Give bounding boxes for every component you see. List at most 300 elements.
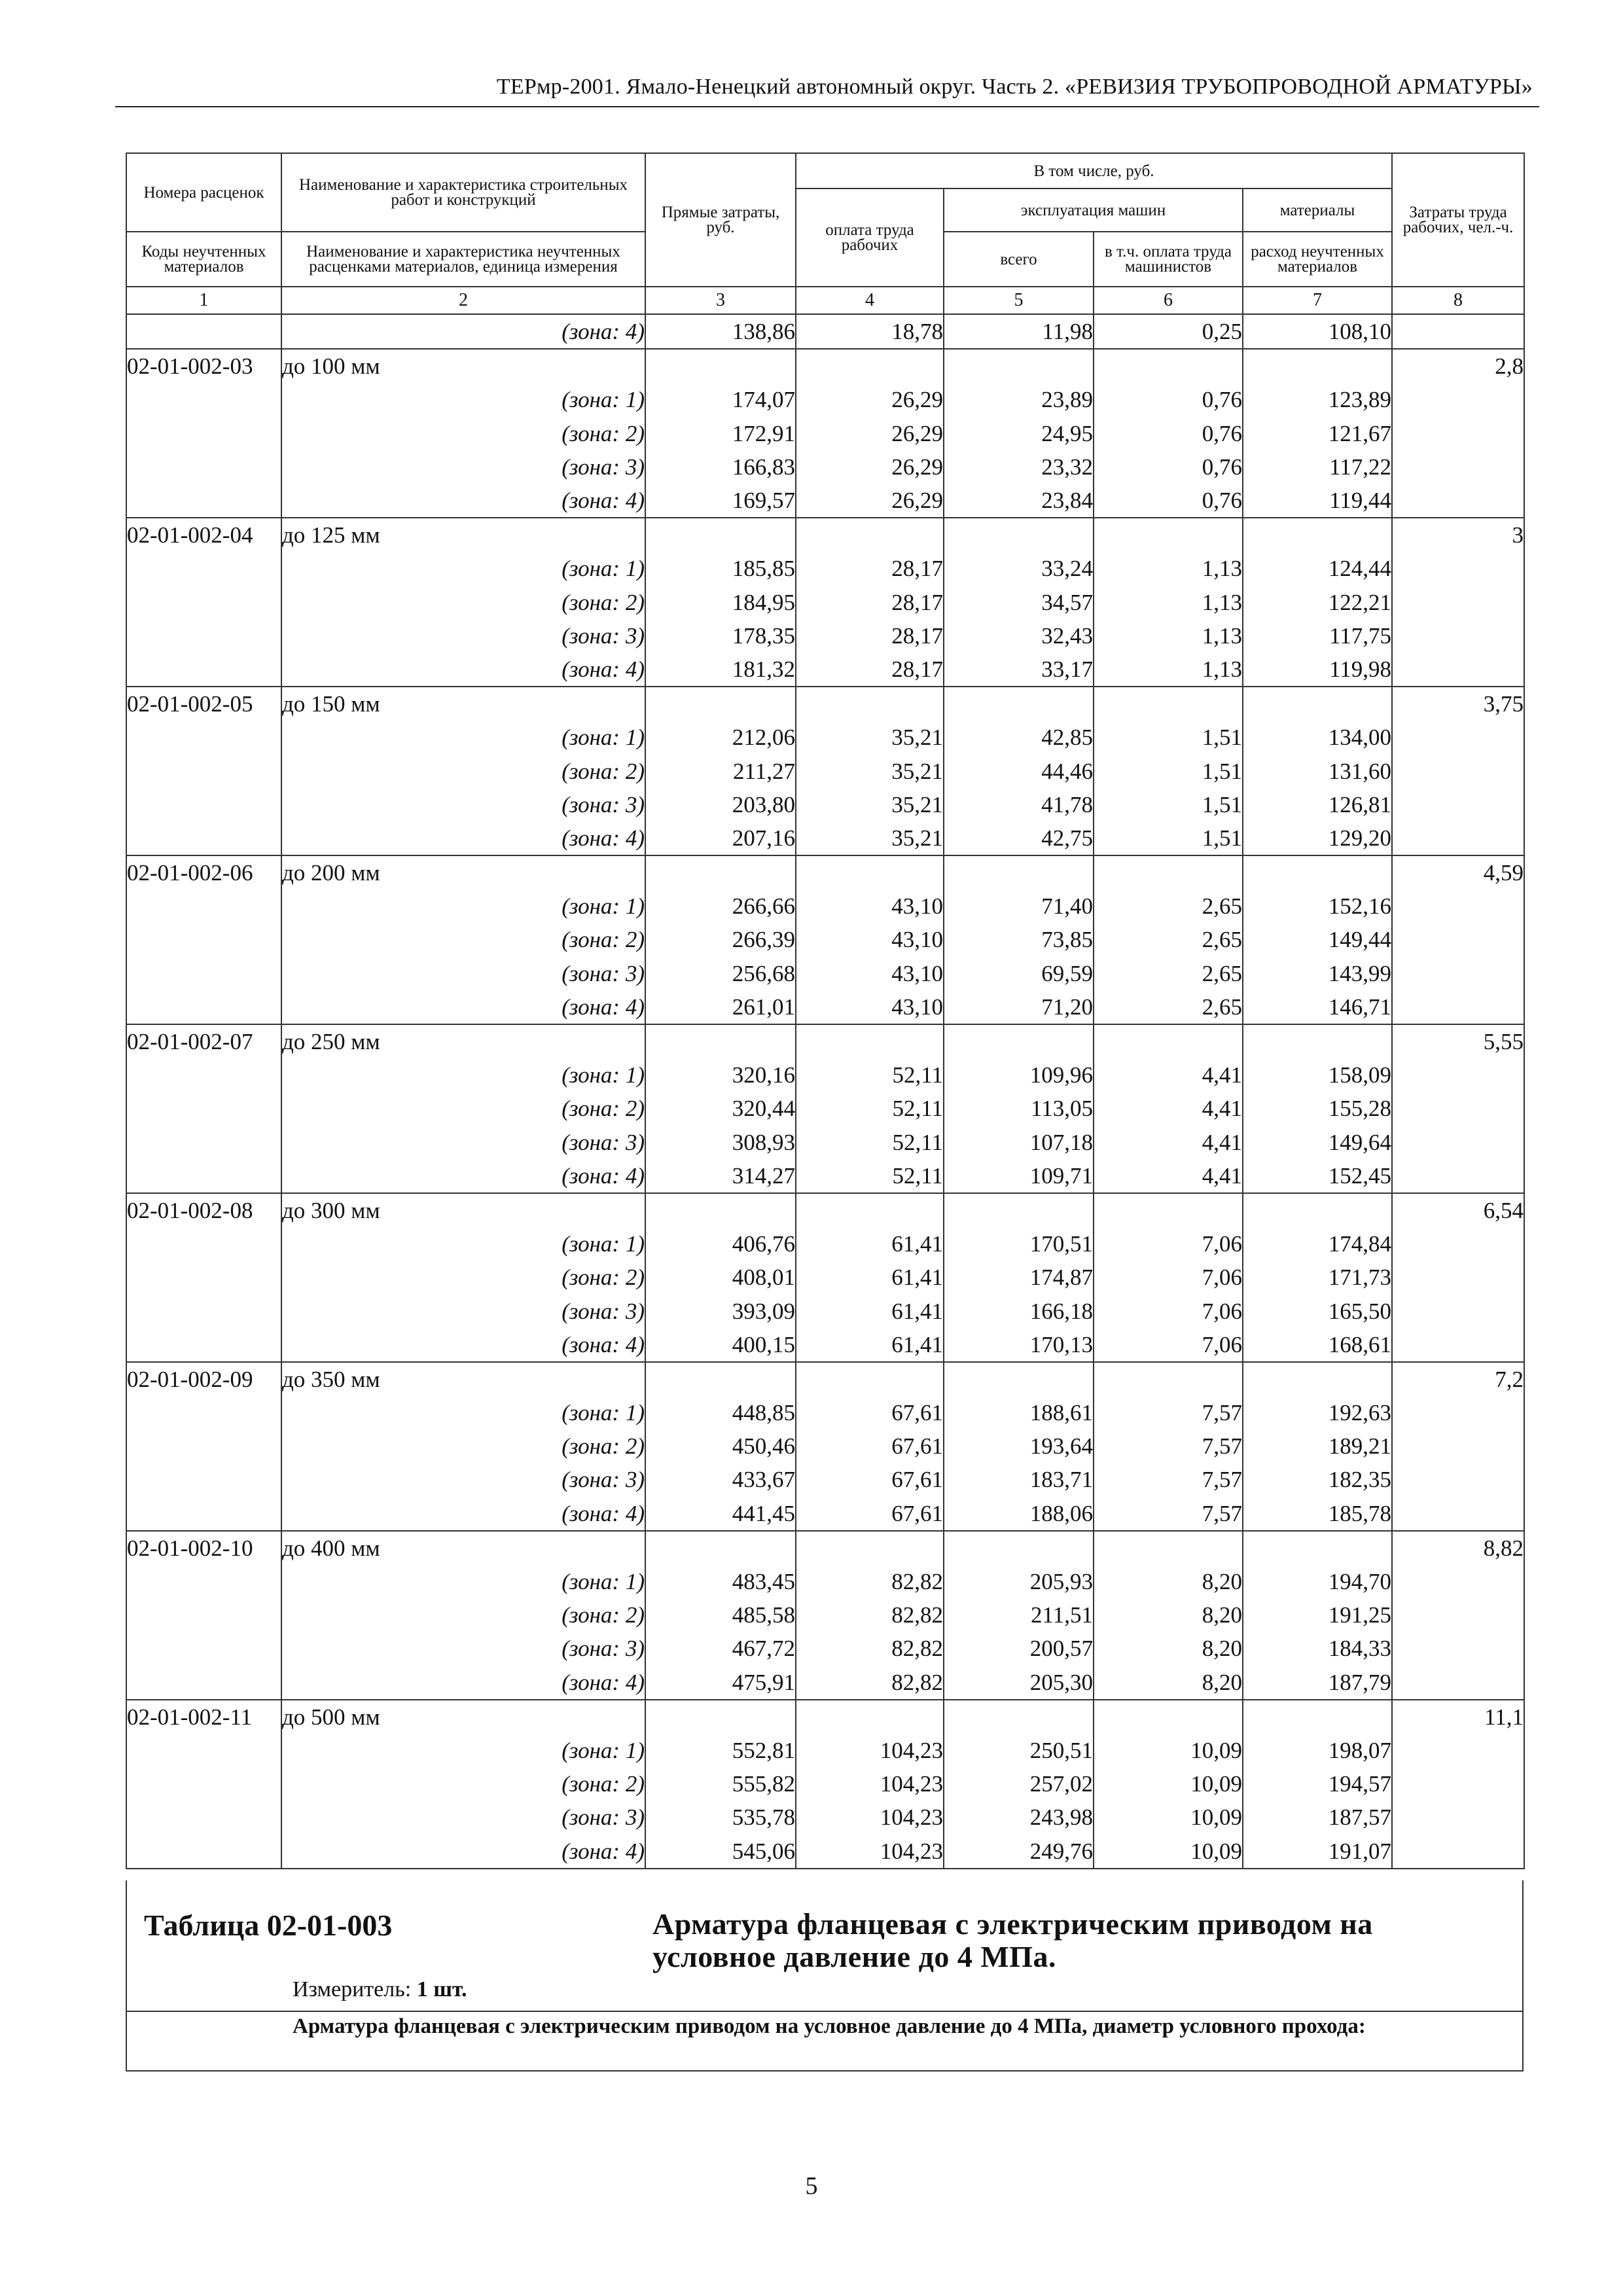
zone-label: (зона: 4) xyxy=(281,990,645,1024)
empty-cell xyxy=(1243,1362,1392,1396)
rate-group xyxy=(126,518,1524,687)
empty-cell xyxy=(1392,1092,1524,1125)
empty-cell xyxy=(1392,1429,1524,1463)
empty-cell xyxy=(1392,1396,1524,1429)
operator-pay-cell: 4,41 xyxy=(1094,1159,1243,1193)
materials-cell: 158,09 xyxy=(1243,1058,1392,1092)
operator-pay-cell: 1,51 xyxy=(1094,821,1243,855)
materials-cell: 152,45 xyxy=(1243,1159,1392,1193)
empty-cell xyxy=(1094,855,1243,889)
empty-cell xyxy=(1094,1362,1243,1396)
operator-pay-cell: 1,13 xyxy=(1094,653,1243,687)
size-description: до 250 мм xyxy=(281,1024,645,1058)
direct-costs-cell: 314,27 xyxy=(645,1159,796,1193)
header-worker-pay: оплата труда рабочих xyxy=(796,188,944,287)
table-row xyxy=(126,1565,1524,1598)
zone-label: (зона: 3) xyxy=(281,1463,645,1496)
worker-pay-cell: 26,29 xyxy=(796,484,944,518)
zone-label: (зона: 3) xyxy=(281,788,645,821)
table-row xyxy=(126,1294,1524,1327)
machine-total-cell: 174,87 xyxy=(944,1261,1094,1294)
machine-total-cell: 34,57 xyxy=(944,586,1094,619)
empty-cell xyxy=(126,1328,281,1362)
empty-cell xyxy=(126,1801,281,1834)
rate-group xyxy=(126,1531,1524,1700)
machine-total-cell: 109,96 xyxy=(944,1058,1094,1092)
worker-pay-cell: 35,21 xyxy=(796,821,944,855)
operator-pay-cell: 1,13 xyxy=(1094,586,1243,619)
direct-costs-cell: 485,58 xyxy=(645,1598,796,1632)
empty-cell xyxy=(126,889,281,923)
empty-cell xyxy=(1243,1531,1392,1565)
machine-total-cell: 243,98 xyxy=(944,1801,1094,1834)
header-machine-use: эксплуатация машин xyxy=(944,188,1243,232)
empty-cell xyxy=(126,653,281,687)
labor-cell: 2,8 xyxy=(1392,349,1524,383)
table-row xyxy=(126,1261,1524,1294)
zone-label: (зона: 4) xyxy=(281,1666,645,1700)
empty-cell xyxy=(1392,1666,1524,1700)
operator-pay-cell: 1,51 xyxy=(1094,721,1243,754)
empty-cell xyxy=(1392,889,1524,923)
col-num: 7 xyxy=(1243,287,1392,314)
table-row xyxy=(126,586,1524,619)
machine-total-cell: 188,06 xyxy=(944,1497,1094,1531)
empty-cell xyxy=(126,552,281,585)
operator-pay-cell: 4,41 xyxy=(1094,1058,1243,1092)
rate-group xyxy=(126,855,1524,1024)
materials-cell: 191,25 xyxy=(1243,1598,1392,1632)
materials-cell: 184,33 xyxy=(1243,1632,1392,1665)
empty-cell xyxy=(1392,1598,1524,1632)
machine-total-cell: 23,89 xyxy=(944,383,1094,416)
machine-total-cell: 23,84 xyxy=(944,484,1094,518)
materials-cell: 117,22 xyxy=(1243,450,1392,484)
worker-pay-cell: 28,17 xyxy=(796,653,944,687)
direct-costs-cell: 169,57 xyxy=(645,484,796,518)
rate-code: 02-01-002-06 xyxy=(126,855,281,889)
direct-costs-cell: 555,82 xyxy=(645,1767,796,1801)
next-table-label: Таблица 02-01-003 xyxy=(144,1909,393,1942)
worker-pay-cell: 18,78 xyxy=(796,314,944,349)
worker-pay-cell: 82,82 xyxy=(796,1632,944,1665)
empty-cell xyxy=(126,1598,281,1632)
empty-cell xyxy=(1392,788,1524,821)
zone-label: (зона: 3) xyxy=(281,1632,645,1665)
empty-cell xyxy=(645,1024,796,1058)
empty-cell xyxy=(1243,855,1392,889)
table-row xyxy=(126,1598,1524,1632)
empty-cell xyxy=(645,1700,796,1734)
direct-costs-cell: 433,67 xyxy=(645,1463,796,1496)
table-row xyxy=(126,417,1524,450)
size-description: до 400 мм xyxy=(281,1531,645,1565)
worker-pay-cell: 104,23 xyxy=(796,1734,944,1767)
rate-group xyxy=(126,1193,1524,1362)
empty-cell xyxy=(1392,484,1524,518)
machine-total-cell: 166,18 xyxy=(944,1294,1094,1327)
empty-cell xyxy=(126,586,281,619)
table-row xyxy=(126,957,1524,990)
machine-total-cell: 33,17 xyxy=(944,653,1094,687)
table-row xyxy=(126,1767,1524,1801)
worker-pay-cell: 61,41 xyxy=(796,1227,944,1261)
zone-label: (зона: 4) xyxy=(281,653,645,687)
rate-code: 02-01-002-07 xyxy=(126,1024,281,1058)
machine-total-cell: 183,71 xyxy=(944,1463,1094,1496)
table-row xyxy=(126,1834,1524,1868)
table-row xyxy=(126,1666,1524,1700)
empty-cell xyxy=(126,1834,281,1868)
empty-cell xyxy=(1243,1193,1392,1227)
col-num: 3 xyxy=(645,287,796,314)
empty-cell xyxy=(126,923,281,956)
running-header xyxy=(115,71,1539,107)
zone-label: (зона: 4) xyxy=(281,1159,645,1193)
empty-cell xyxy=(645,1362,796,1396)
table-row xyxy=(126,1700,1524,1734)
empty-cell xyxy=(126,417,281,450)
direct-costs-cell: 266,39 xyxy=(645,923,796,956)
empty-cell xyxy=(126,1159,281,1193)
direct-costs-cell: 535,78 xyxy=(645,1801,796,1834)
empty-cell xyxy=(126,484,281,518)
empty-cell xyxy=(1392,1767,1524,1801)
table-row xyxy=(126,1159,1524,1193)
empty-cell xyxy=(1392,1565,1524,1598)
header-direct-costs: Прямые затраты, руб. xyxy=(645,153,796,287)
materials-cell: 124,44 xyxy=(1243,552,1392,585)
machine-total-cell: 107,18 xyxy=(944,1126,1094,1159)
labor-cell: 3 xyxy=(1392,518,1524,552)
worker-pay-cell: 28,17 xyxy=(796,586,944,619)
next-table-section xyxy=(126,1880,1524,2072)
materials-cell: 134,00 xyxy=(1243,721,1392,754)
empty-cell xyxy=(1392,957,1524,990)
empty-cell xyxy=(1392,1463,1524,1496)
table-row xyxy=(126,889,1524,923)
page-number: 5 xyxy=(805,2172,818,2200)
table-row xyxy=(126,349,1524,383)
empty-cell xyxy=(1243,349,1392,383)
materials-cell: 122,21 xyxy=(1243,586,1392,619)
machine-total-cell: 211,51 xyxy=(944,1598,1094,1632)
worker-pay-cell: 104,23 xyxy=(796,1834,944,1868)
operator-pay-cell: 10,09 xyxy=(1094,1767,1243,1801)
worker-pay-cell: 43,10 xyxy=(796,889,944,923)
zone-label: (зона: 1) xyxy=(281,1058,645,1092)
size-description: до 350 мм xyxy=(281,1362,645,1396)
operator-pay-cell: 1,13 xyxy=(1094,619,1243,653)
empty-cell xyxy=(1094,687,1243,721)
machine-total-cell: 257,02 xyxy=(944,1767,1094,1801)
empty-cell xyxy=(126,450,281,484)
empty-cell xyxy=(1392,619,1524,653)
table-row xyxy=(126,1362,1524,1396)
direct-costs-cell: 320,16 xyxy=(645,1058,796,1092)
operator-pay-cell: 2,65 xyxy=(1094,990,1243,1024)
worker-pay-cell: 52,11 xyxy=(796,1092,944,1125)
empty-cell xyxy=(126,1227,281,1261)
empty-cell xyxy=(126,1463,281,1496)
zone-label: (зона: 2) xyxy=(281,754,645,787)
direct-costs-cell: 256,68 xyxy=(645,957,796,990)
empty-cell xyxy=(1392,990,1524,1024)
machine-total-cell: 44,46 xyxy=(944,754,1094,787)
col-num: 1 xyxy=(126,287,281,314)
zone-label: (зона: 3) xyxy=(281,1294,645,1327)
empty-cell xyxy=(126,383,281,416)
zone-label: (зона: 3) xyxy=(281,957,645,990)
labor-cell: 8,82 xyxy=(1392,1531,1524,1565)
empty-cell xyxy=(944,349,1094,383)
worker-pay-cell: 61,41 xyxy=(796,1328,944,1362)
materials-cell: 129,20 xyxy=(1243,821,1392,855)
table-row xyxy=(126,855,1524,889)
materials-cell: 187,79 xyxy=(1243,1666,1392,1700)
zone-label: (зона: 1) xyxy=(281,1227,645,1261)
materials-cell: 198,07 xyxy=(1243,1734,1392,1767)
next-table-subdescription: Арматура фланцевая с электрическим приводом на условное давление до 4 МПа, диаметр условного прохода: xyxy=(293,2015,1366,2038)
worker-pay-cell: 26,29 xyxy=(796,383,944,416)
machine-total-cell: 249,76 xyxy=(944,1834,1094,1868)
table-row xyxy=(126,1429,1524,1463)
labor-cell: 4,59 xyxy=(1392,855,1524,889)
empty-cell xyxy=(1392,1126,1524,1159)
empty-cell xyxy=(1392,1328,1524,1362)
operator-pay-cell: 2,65 xyxy=(1094,889,1243,923)
rate-code: 02-01-002-05 xyxy=(126,687,281,721)
operator-pay-cell: 7,06 xyxy=(1094,1227,1243,1261)
machine-total-cell: 33,24 xyxy=(944,552,1094,585)
worker-pay-cell: 67,61 xyxy=(796,1396,944,1429)
table-row xyxy=(126,1396,1524,1429)
header-unaccounted-use: расход неучтенных материалов xyxy=(1243,232,1392,287)
rate-code: 02-01-002-03 xyxy=(126,349,281,383)
rate-code: 02-01-002-10 xyxy=(126,1531,281,1565)
table-row xyxy=(126,1531,1524,1565)
operator-pay-cell: 7,57 xyxy=(1094,1497,1243,1531)
machine-total-cell: 24,95 xyxy=(944,417,1094,450)
machine-total-cell: 32,43 xyxy=(944,619,1094,653)
header-materials: материалы xyxy=(1243,188,1392,232)
worker-pay-cell: 67,61 xyxy=(796,1463,944,1496)
machine-total-cell: 200,57 xyxy=(944,1632,1094,1665)
operator-pay-cell: 1,13 xyxy=(1094,552,1243,585)
col-num: 6 xyxy=(1094,287,1243,314)
zone-label: (зона: 1) xyxy=(281,1734,645,1767)
empty-cell xyxy=(944,1024,1094,1058)
empty-cell xyxy=(1392,1834,1524,1868)
operator-pay-cell: 1,51 xyxy=(1094,788,1243,821)
table-row xyxy=(126,1734,1524,1767)
col-num: 8 xyxy=(1392,287,1524,314)
materials-cell: 123,89 xyxy=(1243,383,1392,416)
empty-cell xyxy=(1243,1024,1392,1058)
materials-cell: 171,73 xyxy=(1243,1261,1392,1294)
empty-cell xyxy=(126,821,281,855)
empty-cell xyxy=(126,1294,281,1327)
machine-total-cell: 170,51 xyxy=(944,1227,1094,1261)
materials-cell: 155,28 xyxy=(1243,1092,1392,1125)
empty-cell xyxy=(1094,518,1243,552)
table-row xyxy=(126,1463,1524,1496)
zone-label: (зона: 2) xyxy=(281,417,645,450)
materials-cell: 146,71 xyxy=(1243,990,1392,1024)
machine-total-cell: 113,05 xyxy=(944,1092,1094,1125)
empty-cell xyxy=(1392,1058,1524,1092)
empty-cell xyxy=(1094,1193,1243,1227)
direct-costs-cell: 138,86 xyxy=(645,314,796,349)
empty-cell xyxy=(1392,1632,1524,1665)
empty-cell xyxy=(126,721,281,754)
worker-pay-cell: 67,61 xyxy=(796,1497,944,1531)
zone-label: (зона: 1) xyxy=(281,1396,645,1429)
empty-cell xyxy=(1392,721,1524,754)
empty-cell xyxy=(944,1700,1094,1734)
header-machine-total: всего xyxy=(944,232,1094,287)
empty-cell xyxy=(645,1531,796,1565)
empty-cell xyxy=(1392,821,1524,855)
materials-cell: 185,78 xyxy=(1243,1497,1392,1531)
materials-cell: 174,84 xyxy=(1243,1227,1392,1261)
table-row xyxy=(126,518,1524,552)
empty-cell xyxy=(944,1362,1094,1396)
rate-group xyxy=(126,1362,1524,1531)
labor-cell: 6,54 xyxy=(1392,1193,1524,1227)
table-row xyxy=(126,484,1524,518)
materials-cell: 189,21 xyxy=(1243,1429,1392,1463)
materials-cell: 119,98 xyxy=(1243,653,1392,687)
direct-costs-cell: 552,81 xyxy=(645,1734,796,1767)
zone-label: (зона: 3) xyxy=(281,1126,645,1159)
worker-pay-cell: 28,17 xyxy=(796,552,944,585)
rates-table-container xyxy=(126,152,1524,2080)
materials-cell: 152,16 xyxy=(1243,889,1392,923)
empty-cell xyxy=(944,687,1094,721)
materials-cell: 149,64 xyxy=(1243,1126,1392,1159)
direct-costs-cell: 483,45 xyxy=(645,1565,796,1598)
operator-pay-cell: 7,06 xyxy=(1094,1261,1243,1294)
empty-cell xyxy=(645,349,796,383)
empty-cell xyxy=(126,1396,281,1429)
zone-label: (зона: 2) xyxy=(281,923,645,956)
empty-cell xyxy=(126,1058,281,1092)
empty-cell xyxy=(645,1193,796,1227)
machine-total-cell: 11,98 xyxy=(944,314,1094,349)
empty-cell xyxy=(126,1429,281,1463)
empty-cell xyxy=(1392,754,1524,787)
empty-cell xyxy=(796,518,944,552)
empty-cell xyxy=(1392,1801,1524,1834)
machine-total-cell: 188,61 xyxy=(944,1396,1094,1429)
empty-cell xyxy=(1094,349,1243,383)
carry-over-group xyxy=(126,314,1524,349)
table-row xyxy=(126,1632,1524,1665)
size-description: до 125 мм xyxy=(281,518,645,552)
empty-cell xyxy=(126,990,281,1024)
empty-cell xyxy=(944,518,1094,552)
direct-costs-cell: 178,35 xyxy=(645,619,796,653)
direct-costs-cell: 184,95 xyxy=(645,586,796,619)
table-row xyxy=(126,552,1524,585)
section-divider xyxy=(127,2011,1522,2012)
direct-costs-cell: 266,66 xyxy=(645,889,796,923)
operator-pay-cell: 0,76 xyxy=(1094,450,1243,484)
zone-label: (зона: 2) xyxy=(281,1767,645,1801)
rate-code: 02-01-002-08 xyxy=(126,1193,281,1227)
empty-cell xyxy=(1392,653,1524,687)
zone-label: (зона: 1) xyxy=(281,1565,645,1598)
direct-costs-cell: 393,09 xyxy=(645,1294,796,1327)
operator-pay-cell: 7,06 xyxy=(1094,1294,1243,1327)
empty-cell xyxy=(796,1531,944,1565)
empty-cell xyxy=(126,1632,281,1665)
worker-pay-cell: 82,82 xyxy=(796,1565,944,1598)
direct-costs-cell: 441,45 xyxy=(645,1497,796,1531)
labor-cell: 5,55 xyxy=(1392,1024,1524,1058)
worker-pay-cell: 52,11 xyxy=(796,1159,944,1193)
operator-pay-cell: 7,57 xyxy=(1094,1396,1243,1429)
worker-pay-cell: 61,41 xyxy=(796,1294,944,1327)
measure-line xyxy=(293,1977,467,2002)
direct-costs-cell: 174,07 xyxy=(645,383,796,416)
table-row xyxy=(126,383,1524,416)
empty-cell xyxy=(944,1531,1094,1565)
empty-cell xyxy=(126,754,281,787)
measure-prefix: Измеритель: xyxy=(293,1977,417,2001)
operator-pay-cell: 8,20 xyxy=(1094,1598,1243,1632)
materials-cell: 182,35 xyxy=(1243,1463,1392,1496)
table-row xyxy=(126,619,1524,653)
empty-cell xyxy=(1392,450,1524,484)
running-title: ТЕРмр-2001. Ямало-Ненецкий автономный округ. Часть 2. «РЕВИЗИЯ ТРУБОПРОВОДНОЙ АРМАТУРЫ» xyxy=(496,75,1533,99)
empty-cell xyxy=(126,1666,281,1700)
table-row xyxy=(126,1328,1524,1362)
machine-total-cell: 71,20 xyxy=(944,990,1094,1024)
operator-pay-cell: 0,76 xyxy=(1094,383,1243,416)
direct-costs-cell: 203,80 xyxy=(645,788,796,821)
direct-costs-cell: 475,91 xyxy=(645,1666,796,1700)
operator-pay-cell: 4,41 xyxy=(1094,1126,1243,1159)
direct-costs-cell: 448,85 xyxy=(645,1396,796,1429)
materials-cell: 165,50 xyxy=(1243,1294,1392,1327)
zone-label: (зона: 4) xyxy=(281,1834,645,1868)
size-description: до 300 мм xyxy=(281,1193,645,1227)
direct-costs-cell: 400,15 xyxy=(645,1328,796,1362)
operator-pay-cell: 0,25 xyxy=(1094,314,1243,349)
machine-total-cell: 42,85 xyxy=(944,721,1094,754)
table-header xyxy=(126,153,1524,314)
zone-label: (зона: 1) xyxy=(281,889,645,923)
worker-pay-cell: 104,23 xyxy=(796,1767,944,1801)
zone-label: (зона: 3) xyxy=(281,450,645,484)
table-row xyxy=(126,1126,1524,1159)
empty-cell xyxy=(126,1565,281,1598)
table-row xyxy=(126,1024,1524,1058)
zone-label: (зона: 2) xyxy=(281,1429,645,1463)
worker-pay-cell: 52,11 xyxy=(796,1058,944,1092)
empty-cell xyxy=(126,957,281,990)
worker-pay-cell: 43,10 xyxy=(796,957,944,990)
table-row xyxy=(126,821,1524,855)
empty-cell xyxy=(1392,1159,1524,1193)
empty-cell xyxy=(1392,586,1524,619)
machine-total-cell: 205,30 xyxy=(944,1666,1094,1700)
direct-costs-cell: 211,27 xyxy=(645,754,796,787)
empty-cell xyxy=(126,1767,281,1801)
worker-pay-cell: 82,82 xyxy=(796,1666,944,1700)
